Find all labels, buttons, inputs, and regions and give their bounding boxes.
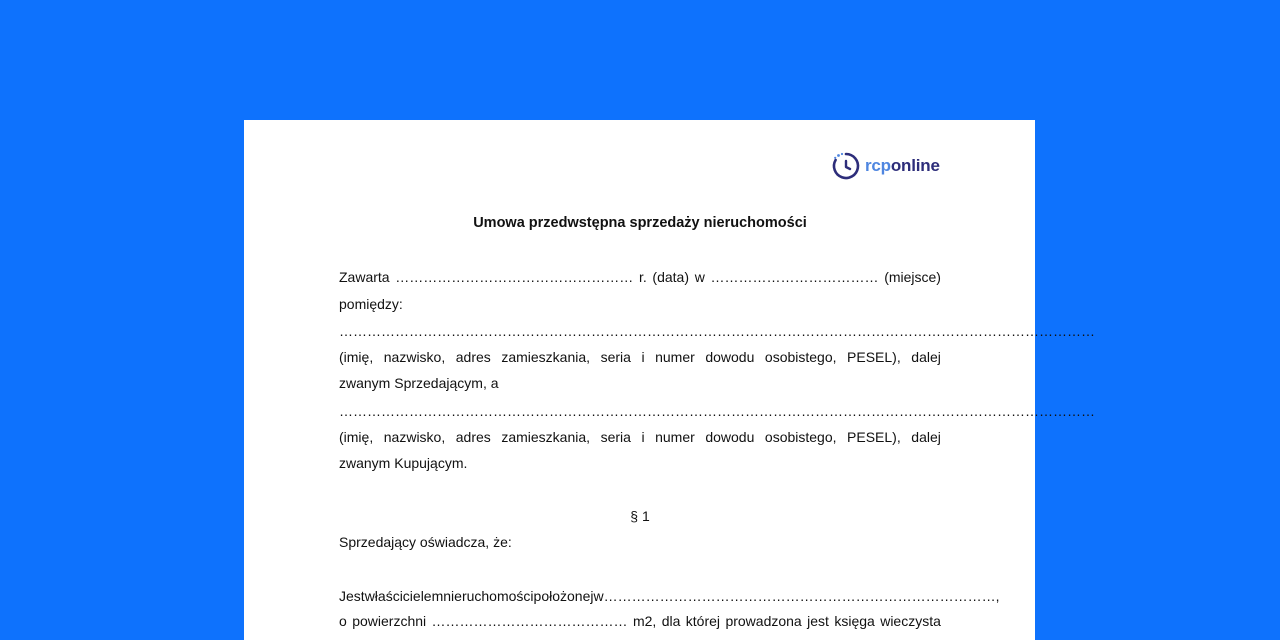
- word: nazwisko,: [383, 429, 446, 445]
- word: prowadzona: [725, 613, 802, 629]
- word: ……………………………………: [431, 613, 628, 629]
- between-line: pomiędzy:: [339, 296, 403, 312]
- word: powierzchni: [352, 613, 427, 629]
- buyer-label: zwanym Kupującym.: [339, 455, 468, 471]
- word: nazwisko,: [383, 349, 446, 365]
- word: numer: [655, 429, 695, 445]
- seller-declares: Sprzedający oświadcza, że:: [339, 534, 512, 550]
- word: (imię,: [339, 349, 374, 365]
- word: adres: [455, 349, 491, 365]
- section-heading: § 1: [630, 508, 650, 524]
- word: i: [641, 429, 645, 445]
- word: w: [593, 588, 604, 604]
- seller-blank: ………………………………………………………………………………………………………………………………………………: [339, 323, 1095, 339]
- word: jest: [807, 613, 829, 629]
- word: seria: [600, 349, 631, 365]
- buyer-description: [339, 428, 941, 446]
- logo-text: rcponline: [865, 156, 940, 175]
- word: o: [339, 613, 347, 629]
- word: zamieszkania,: [501, 349, 591, 365]
- document-title: Umowa przedwstępna sprzedaży nieruchomości: [473, 215, 807, 231]
- word: której: [685, 613, 721, 629]
- word: dalej: [911, 429, 941, 445]
- document-page: [244, 120, 1095, 640]
- place-blank: ………………………………: [710, 269, 879, 285]
- word: adres: [455, 429, 491, 445]
- owner-line: [339, 587, 1000, 605]
- rcponline-logo: [832, 150, 940, 182]
- seller-label: zwanym Sprzedającym, a: [339, 375, 499, 391]
- clock-logo-icon: [832, 151, 860, 181]
- word: i: [641, 349, 645, 365]
- word: osobistego,: [764, 349, 837, 365]
- date-blank: ……………………………………………: [395, 269, 634, 285]
- word: dowodu: [705, 429, 755, 445]
- word: wieczysta: [880, 613, 941, 629]
- word: PESEL),: [847, 429, 901, 445]
- word: zamieszkania,: [501, 429, 591, 445]
- word: księga: [834, 613, 875, 629]
- word: …………………………………………………………………………,: [603, 588, 1000, 604]
- word: Jest: [339, 588, 365, 604]
- word: dalej: [911, 349, 941, 365]
- buyer-blank: ………………………………………………………………………………………………………………………………………………: [339, 403, 1095, 419]
- seller-description: [339, 348, 941, 366]
- word: numer: [655, 349, 695, 365]
- word: m2,: [632, 613, 657, 629]
- word: właścicielem: [364, 588, 444, 604]
- area-line: [339, 612, 941, 630]
- word: nieruchomości: [443, 588, 534, 604]
- word: położonej: [533, 588, 594, 604]
- word: seria: [600, 429, 631, 445]
- word: dla: [661, 613, 681, 629]
- word: osobistego,: [764, 429, 837, 445]
- intro-line: Zawarta …………………………………………… r. (data) w ……………………………… (miejsce): [339, 269, 941, 285]
- word: dowodu: [705, 349, 755, 365]
- word: (imię,: [339, 429, 374, 445]
- word: PESEL),: [847, 349, 901, 365]
